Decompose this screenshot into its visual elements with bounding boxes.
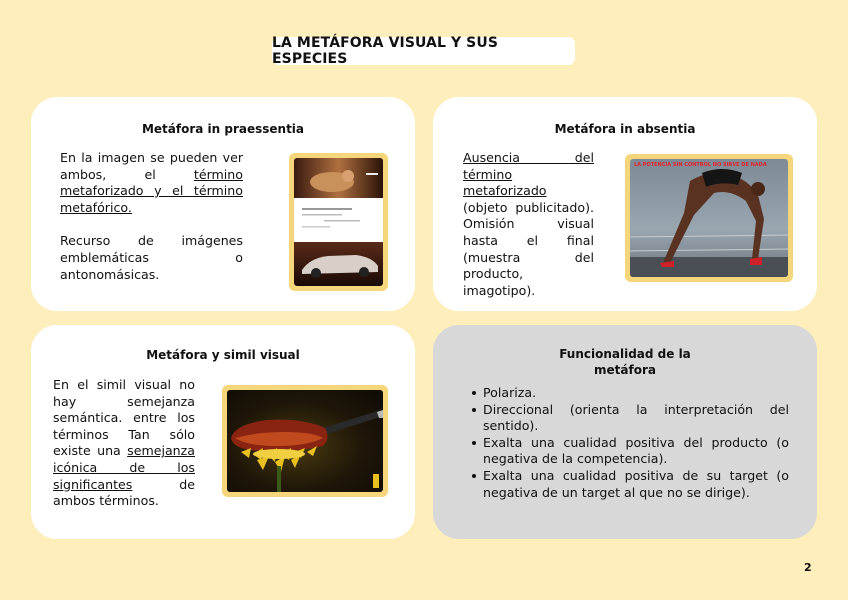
card-metafora-in-praessentia <box>31 97 415 311</box>
ad-collage-icon <box>294 158 383 286</box>
functions-list <box>469 385 789 501</box>
sunflower-pan-image <box>222 385 388 497</box>
paragraph: En el simil visual no hay semejanza semántica. entre los términos Tan sólo existe una semejanza icónica de los significantes de ambos términos. <box>53 377 195 509</box>
card-body <box>53 377 195 510</box>
paragraph: En la imagen se pueden ver ambos, el término metaforizado y el término metafórico. <box>60 150 243 215</box>
card-heading: Metáfora in praessentia <box>141 122 305 136</box>
list-item: Exalta una cualidad positiva del producto (o negativa de la competencia). <box>469 435 789 468</box>
image-caption: LA POTENCIA SIN CONTROL NO SIRVE DE NADA <box>634 162 767 168</box>
card-body <box>463 150 594 299</box>
page-title: LA METÁFORA VISUAL Y SUS ESPECIES <box>272 37 575 65</box>
list-item: Polariza. <box>469 385 789 402</box>
card-metafora-in-absentia <box>433 97 817 311</box>
pan-flower-icon <box>227 390 383 492</box>
sprinter-icon <box>630 159 788 277</box>
card-heading: Metáfora in absentia <box>554 122 696 136</box>
card-metafora-y-simil-visual <box>31 325 415 539</box>
paragraph: Recurso de imágenes emblemáticas o antonomásicas. <box>60 233 243 282</box>
card-heading: Funcionalidad de la metáfora <box>559 347 691 377</box>
card-heading: Metáfora y simil visual <box>146 348 300 362</box>
audi-ad-image <box>289 153 388 291</box>
pirelli-ad-image <box>625 154 793 282</box>
list-item: Direccional (orienta la interpretación del sentido). <box>469 402 789 435</box>
card-body <box>60 150 243 283</box>
page-number: 2 <box>804 561 812 574</box>
list-item: Exalta una cualidad positiva de su target (o negativa de un target al que no se dirige). <box>469 468 789 501</box>
paragraph: Ausencia del término metaforizado (objeto publicitado). Omisión visual hasta el final (muestra del producto, imagotipo). <box>463 150 594 298</box>
card-funcionalidad-de-la-metafora <box>433 325 817 539</box>
